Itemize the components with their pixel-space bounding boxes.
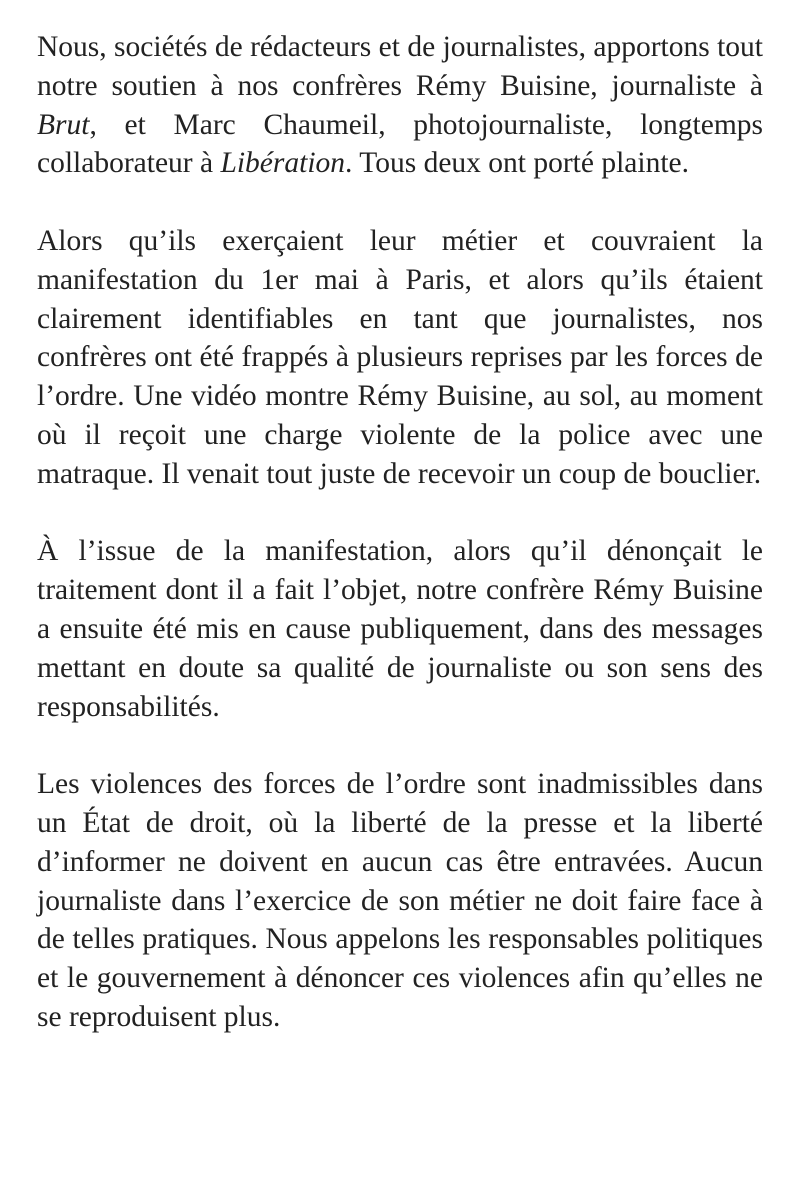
liberation-emphasis: Libération xyxy=(220,147,346,180)
paragraph-1-text-c: . Tous deux ont porté plainte. xyxy=(345,147,689,180)
paragraph-1-text-a: Nous, sociétés de rédacteurs et de journalistes, apportons tout notre soutien à nos confrères Rémy Buisine, journaliste à xyxy=(37,31,763,102)
paragraph-2: Alors qu’ils exerçaient leur métier et couvraient la manifestation du 1er mai à Paris, et alors qu’ils étaient clairement identifiables en tant que journalistes, nos confrères ont été frappés à plusieurs reprises par les forces de l’ordre. Une vidéo montre Rémy Buisine, au sol, au moment où il reçoit une charge violente de la police avec une matraque. Il venait tout juste de recevoir un coup de bouclier. xyxy=(37,224,763,490)
brut-emphasis: Brut xyxy=(37,108,90,141)
paragraph-1 xyxy=(37,28,763,183)
paragraph-3: À l’issue de la manifestation, alors qu’il dénonçait le traitement dont il a fait l’objet, notre confrère Rémy Buisine a ensuite été mis en cause publiquement, dans des messages mettant en doute sa qualité de journaliste ou son sens des responsabilités. xyxy=(37,535,763,723)
paragraph-1-text-b: , et Marc Chaumeil, photojournaliste, longtemps collaborateur à xyxy=(37,108,763,180)
paragraph-4: Les violences des forces de l’ordre sont inadmissibles dans un État de droit, où la liberté de la presse et la liberté d’informer ne doivent en aucun cas être entravées. Aucun journaliste dans l’exercice de son métier ne doit faire face à de telles pratiques. Nous appelons les responsables politiques et le gouvernement à dénoncer ces violences afin qu’elles ne se reproduisent plus. xyxy=(37,768,763,1033)
